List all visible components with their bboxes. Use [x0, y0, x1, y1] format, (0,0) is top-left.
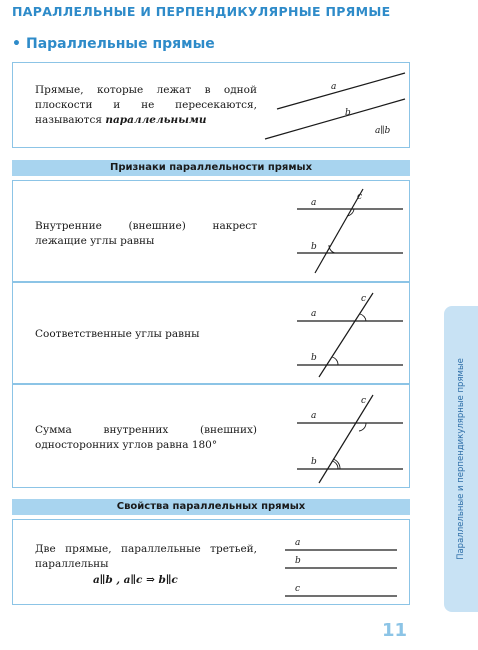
sign-row-3: [12, 384, 410, 488]
label-c: c: [361, 294, 367, 304]
page-number: 11: [382, 620, 408, 641]
label-c: c: [295, 584, 301, 594]
sign-row-1: [12, 180, 410, 282]
label-b: b: [295, 556, 301, 566]
bullet-icon: •: [12, 36, 21, 52]
angle-mark: [332, 357, 338, 365]
label-b: b: [311, 457, 317, 467]
properties-diagram: [275, 520, 409, 606]
label-a: a: [295, 538, 301, 548]
angle-mark: [359, 423, 366, 431]
label-b: b: [311, 242, 317, 252]
sign-diagram-3: [275, 385, 409, 489]
label-c: c: [361, 396, 367, 406]
signs-heading: Признаки параллельности прямых: [12, 160, 410, 176]
parallel-notation: a∥b: [375, 126, 391, 136]
label-b: b: [345, 108, 351, 118]
sign-diagram-2: [275, 283, 409, 385]
properties-row: [12, 519, 410, 605]
line-c: [319, 293, 373, 377]
line-c: [315, 189, 363, 273]
sign-text-2: Соответственные углы равны: [35, 328, 200, 340]
label-c: c: [357, 192, 363, 202]
sign-text-1: Внутренние (внешние) накрест лежащие углы равны: [35, 220, 257, 247]
line-c: [319, 395, 373, 483]
parallel-lines-diagram: [263, 63, 409, 149]
label-a: a: [311, 198, 317, 208]
label-a: a: [311, 411, 317, 421]
properties-formula: a∥b , a∥c ⇒ b∥c: [93, 574, 178, 586]
label-a: a: [331, 82, 337, 92]
angle-mark: [360, 314, 366, 321]
page-title: ПАРАЛЛЕЛЬНЫЕ И ПЕРПЕНДИКУЛЯРНЫЕ ПРЯМЫЕ: [12, 4, 391, 19]
sign-diagram-1: [275, 181, 409, 283]
angle-mark: [332, 461, 338, 469]
definition-text-body: Прямые, которые лежат в одной плоскости и не пересекаются, называются: [35, 84, 257, 126]
label-b: b: [311, 353, 317, 363]
line-a: [277, 73, 405, 109]
properties-text: Две прямые, параллельные третьей, параллельны: [35, 543, 257, 570]
definition-text: [35, 83, 257, 128]
definition-term: параллельными: [105, 114, 207, 126]
section-heading: [12, 36, 215, 52]
label-a: a: [311, 309, 317, 319]
side-tab-text: Параллельные и перпендикулярные прямые: [456, 358, 467, 560]
sign-text-3: Сумма внутренних (внешних) односторонних углов равна 180°: [35, 424, 257, 451]
definition-box: [12, 62, 410, 148]
section-heading-text: Параллельные прямые: [26, 36, 215, 52]
properties-heading: Свойства параллельных прямых: [12, 499, 410, 515]
side-tab-label: [444, 306, 478, 612]
sign-row-2: [12, 282, 410, 384]
